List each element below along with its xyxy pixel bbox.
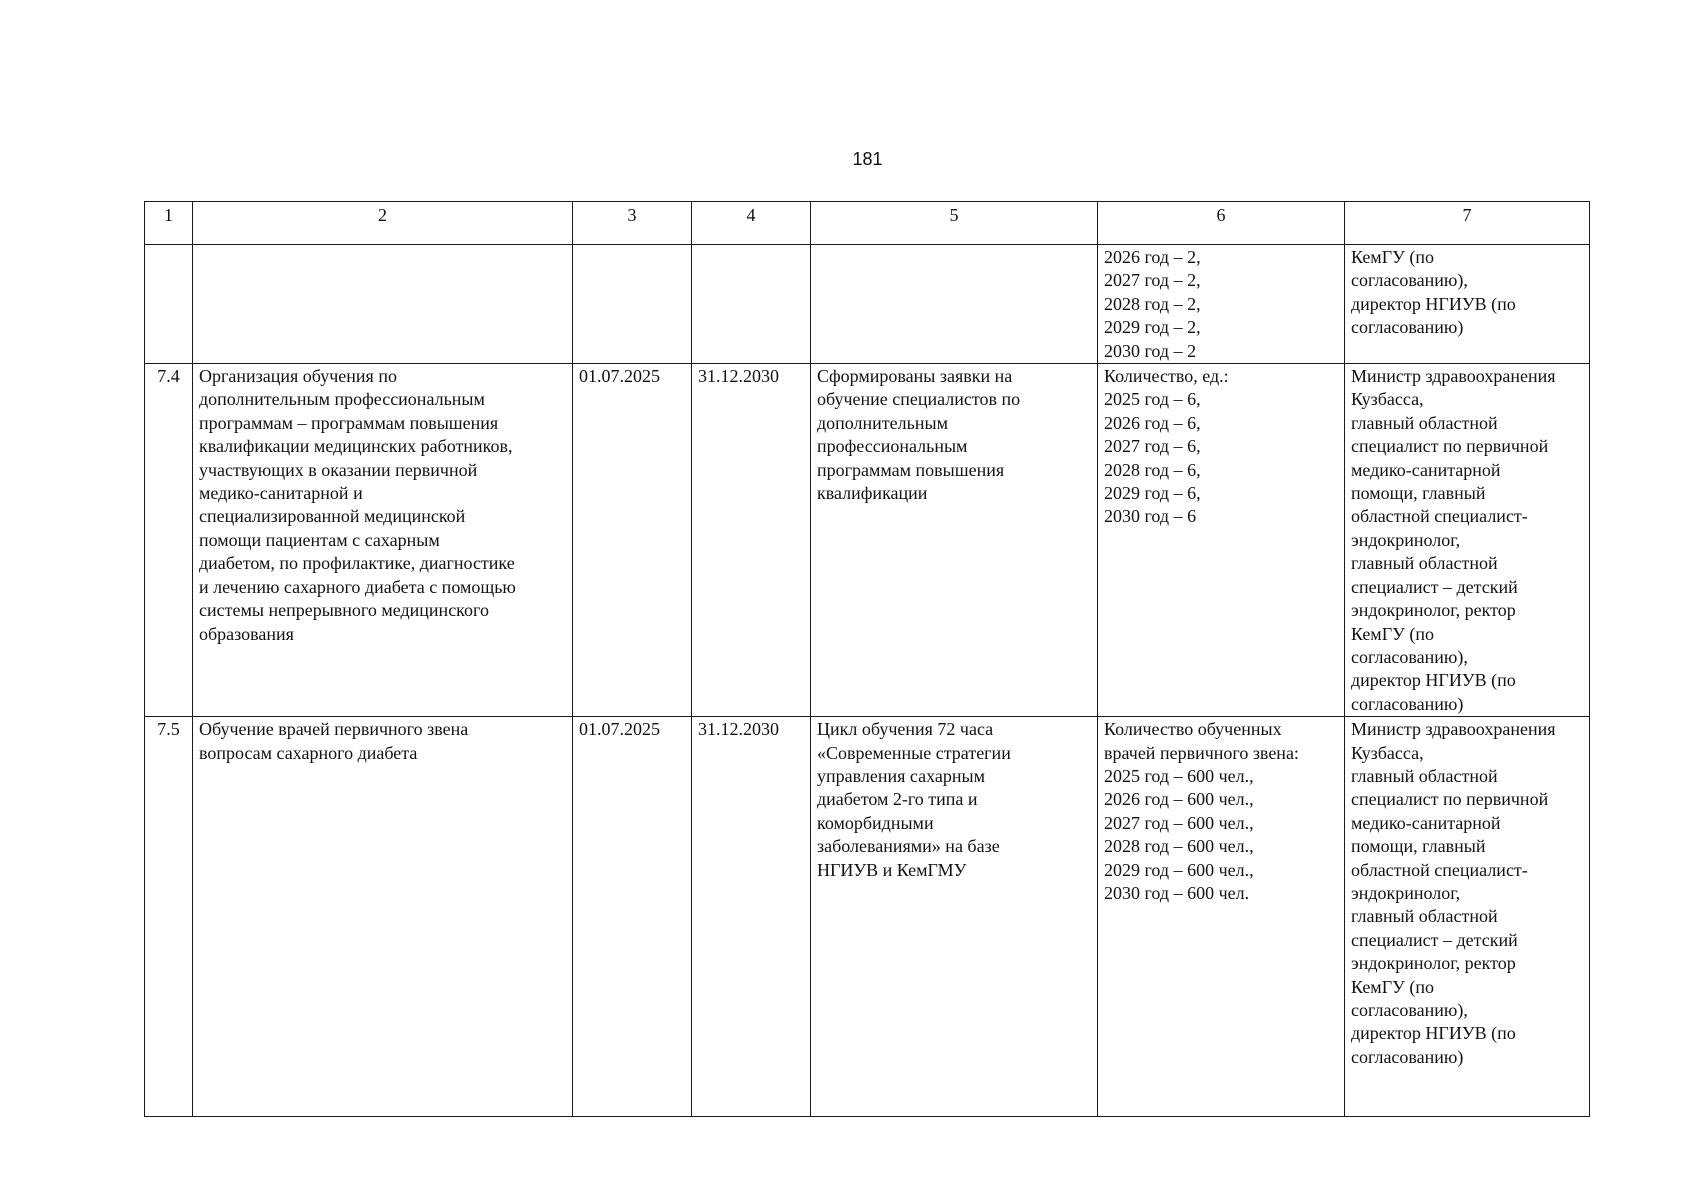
column-header-start-date: 3 <box>573 202 692 245</box>
measure-cell: Обучение врачей первичного звена вопросам сахарного диабета <box>193 717 573 1117</box>
measure-cell: Организация обучения по дополнительным профессиональным программам – программам повышения квалификации медицинских работников, участвующих в оказании первичной медико-санитарной и специализированной медицинской помощи пациентам с сахарным диабетом, по профилактике, диагностике и лечению сахарного диабета с помощью системы непрерывного медицинского образования <box>193 364 573 717</box>
indicator-cell: 2026 год – 2, 2027 год – 2, 2028 год – 2, 2029 год – 2, 2030 год – 2 <box>1098 245 1345 364</box>
responsible-cell: Министр здравоохранения Кузбасса, главный областной специалист по первичной медико-санитарной помощи, главный областной специалист- эндокринолог, главный областной специалист – детский эндокринолог, ректор КемГУ (по согласованию), директор НГИУВ (по согласованию) <box>1345 717 1590 1117</box>
responsible-cell: Министр здравоохранения Кузбасса, главный областной специалист по первичной медико-санитарной помощи, главный областной специалист- эндокринолог, главный областной специалист – детский эндокринолог, ректор КемГУ (по согласованию), директор НГИУВ (по согласованию) <box>1345 364 1590 717</box>
table-row-continuation <box>145 245 1590 364</box>
row-number-cell: 7.5 <box>145 717 193 1117</box>
indicator-cell: Количество, ед.: 2025 год – 6, 2026 год – 6, 2027 год – 6, 2028 год – 6, 2029 год – 6, 2030 год – 6 <box>1098 364 1345 717</box>
column-header-row <box>145 202 1590 245</box>
start-date-cell <box>573 245 692 364</box>
end-date-cell <box>692 245 811 364</box>
column-header-end-date: 4 <box>692 202 811 245</box>
row-number-cell <box>145 245 193 364</box>
start-date-cell: 01.07.2025 <box>573 364 692 717</box>
column-header-indicator: 6 <box>1098 202 1345 245</box>
row-number-cell: 7.4 <box>145 364 193 717</box>
table-row-7-4 <box>145 364 1590 717</box>
indicator-cell: Количество обученных врачей первичного звена: 2025 год – 600 чел., 2026 год – 600 чел., 2027 год – 600 чел., 2028 год – 600 чел., 2029 год – 600 чел., 2030 год – 600 чел. <box>1098 717 1345 1117</box>
responsible-cell: КемГУ (по согласованию), директор НГИУВ (по согласованию) <box>1345 245 1590 364</box>
table-row-7-5 <box>145 717 1590 1117</box>
end-date-cell: 31.12.2030 <box>692 717 811 1117</box>
measure-cell <box>193 245 573 364</box>
column-header-responsible: 7 <box>1345 202 1590 245</box>
result-cell: Сформированы заявки на обучение специалистов по дополнительным профессиональным программам повышения квалификации <box>811 364 1098 717</box>
result-cell: Цикл обучения 72 часа «Современные стратегии управления сахарным диабетом 2-го типа и коморбидными заболеваниями» на базе НГИУВ и КемГМУ <box>811 717 1098 1117</box>
page-number: 181 <box>852 149 883 169</box>
column-header-number: 1 <box>145 202 193 245</box>
measures-table <box>144 201 1590 1117</box>
start-date-cell: 01.07.2025 <box>573 717 692 1117</box>
end-date-cell: 31.12.2030 <box>692 364 811 717</box>
result-cell <box>811 245 1098 364</box>
column-header-measure: 2 <box>193 202 573 245</box>
column-header-result: 5 <box>811 202 1098 245</box>
